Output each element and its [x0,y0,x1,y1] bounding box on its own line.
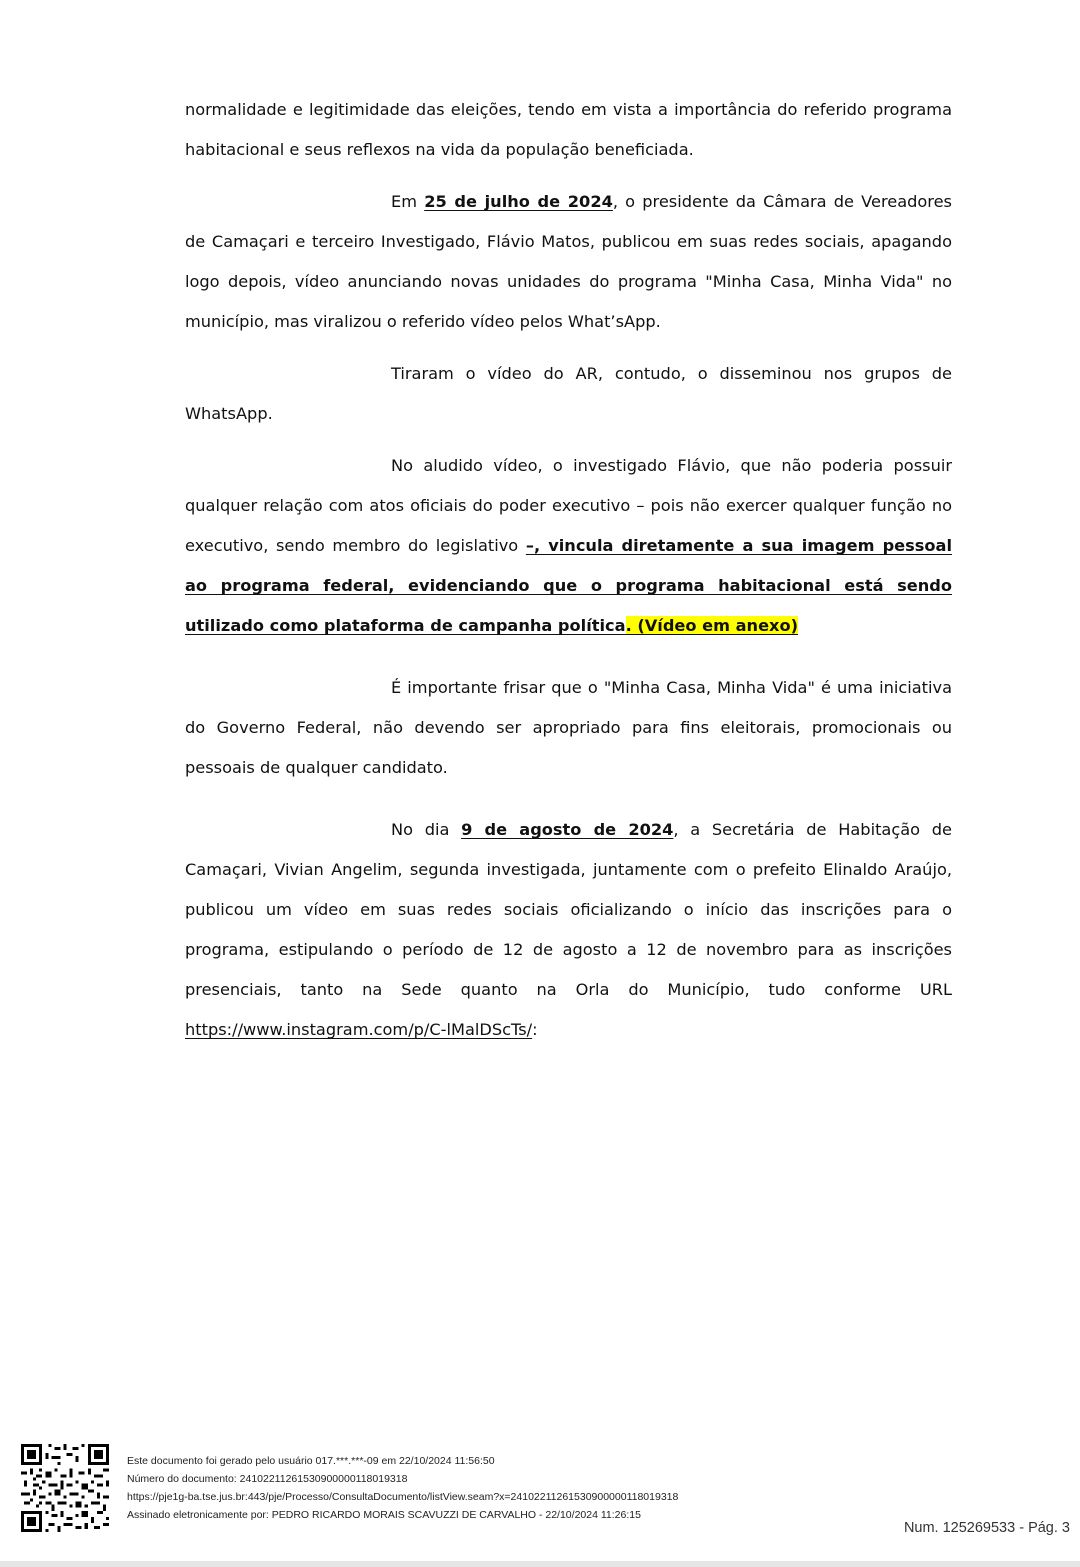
qr-code-icon [21,1444,109,1532]
date-25-julho: 25 de julho de 2024 [424,192,613,211]
document-footer [0,1440,1080,1567]
paragraph-5: É importante frisar que o "Minha Casa, Minha Vida" é uma iniciativa do Governo Federal, não devendo ser apropriado para fins eleitorais, promocionais ou pessoais de qualquer candidato. [185,678,952,777]
paragraph-2-after: , o presidente da Câmara de Vereadores de Camaçari e terceiro Investigado, Flávio Matos, publicou em suas redes sociais, apagando logo depois, vídeo anunciando novas unidades do programa "Minha Casa, Minha Vida" no município, mas viralizou o referido vídeo pelos What’sApp. [185,192,952,331]
paragraph-6-before: No dia [391,820,462,839]
signed-by-line: Assinado eletronicamente por: PEDRO RICARDO MORAIS SCAVUZZI DE CARVALHO - 22/10/2024 11:26:15 [127,1509,641,1521]
paragraph-4-plain: No aludido vídeo, o investigado Flávio, que não poderia possuir qualquer relação com atos oficiais do poder executivo – pois não exercer qualquer função no executivo, sendo membro do legislativo [185,456,952,555]
paragraph-6-end: : [532,1020,538,1039]
footer-metadata [127,1452,678,1524]
paragraph-2 [185,182,952,342]
paragraph-4 [185,446,952,646]
instagram-link[interactable]: https://www.instagram.com/p/C-lMalDScTs/ [185,1020,533,1039]
paragraph-1: normalidade e legitimidade das eleições, tendo em vista a importância do referido programa habitacional e seus reflexos na vida da população beneficiada. [185,100,952,159]
date-9-agosto: 9 de agosto de 2024 [461,820,674,839]
video-annex-highlight: . (Vídeo em anexo) [625,616,799,635]
paragraph-4-emphasis: –, vincula diretamente a sua imagem pessoal ao programa federal, evidenciando que o programa habitacional está sendo utilizado como plataforma de campanha política [185,536,953,635]
generated-by-line: Este documento foi gerado pelo usuário 017.***.***-09 em 22/10/2024 11:56:50 [127,1455,495,1467]
paragraph-6 [185,810,952,1050]
paragraph-3: Tiraram o vídeo do AR, contudo, o disseminou nos grupos de WhatsApp. [185,364,952,423]
page-number: Num. 125269533 - Pág. 3 [903,1520,1070,1536]
page-bottom-edge [0,1561,1080,1567]
document-number-line: Número do documento: 24102211261530900000118019318 [127,1473,408,1485]
paragraph-6-after: , a Secretária de Habitação de Camaçari, Vivian Angelim, segunda investigada, juntamente com o prefeito Elinaldo Araújo, publicou um vídeo em suas redes sociais oficializando o início das inscrições para o programa, estipulando o período de 12 de agosto a 12 de novembro para as inscrições presenciais, tanto na Sede quanto na Orla do Município, tudo conforme URL [185,820,952,999]
document-url-line[interactable]: https://pje1g-ba.tse.jus.br:443/pje/Processo/ConsultaDocumento/listView.seam?x=24102211261530900000118019318 [127,1491,679,1503]
document-body [185,90,952,1062]
paragraph-2-before: Em [391,192,425,211]
